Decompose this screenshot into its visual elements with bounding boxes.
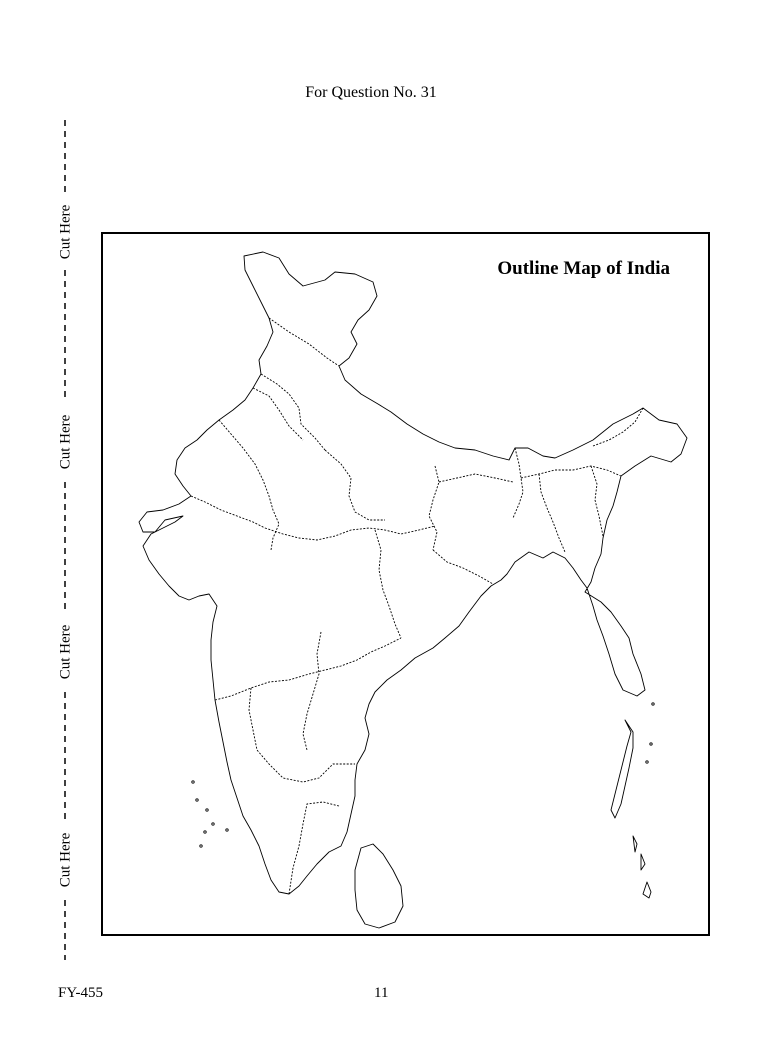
map-frame [101, 232, 710, 936]
footer-code: FY-455 [58, 985, 104, 1001]
page-number: 11 [374, 985, 389, 1001]
india-outline-map [103, 234, 708, 934]
india-outline [139, 252, 687, 894]
map-title: Outline Map of India [497, 258, 670, 279]
sri-lanka-outline [355, 844, 403, 928]
question-heading: For Question No. 31 [305, 84, 437, 101]
